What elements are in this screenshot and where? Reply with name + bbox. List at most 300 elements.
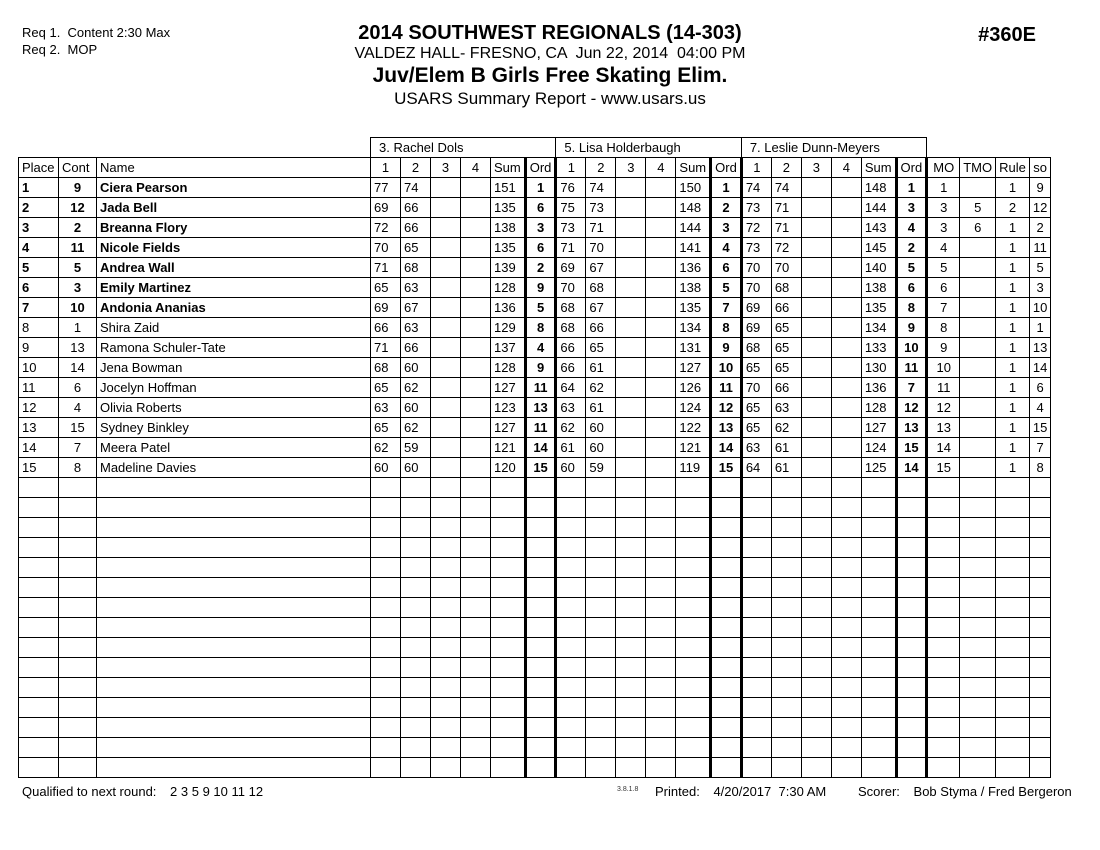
cell-majority-ordinal: 6 — [927, 278, 960, 298]
cell-empty — [741, 738, 771, 758]
cell-ordinal: 6 — [711, 258, 742, 278]
cell-score — [431, 358, 461, 378]
col-header: Rule — [996, 158, 1030, 178]
cell-empty — [97, 678, 371, 698]
cell-empty — [711, 758, 742, 778]
col-header: 1 — [741, 158, 771, 178]
cell-score — [461, 418, 491, 438]
cell-place: 8 — [19, 318, 59, 338]
cell-empty — [771, 538, 801, 558]
cell-start-order: 4 — [1029, 398, 1050, 418]
cell-empty — [491, 718, 526, 738]
cell-empty — [896, 478, 927, 498]
cell-empty — [646, 718, 676, 738]
cell-score — [801, 238, 831, 258]
cell-score: 72 — [771, 238, 801, 258]
cell-ordinal: 4 — [711, 238, 742, 258]
cell-empty — [491, 618, 526, 638]
cell-score — [431, 218, 461, 238]
cell-empty — [896, 518, 927, 538]
cell-score: 76 — [556, 178, 586, 198]
result-row — [19, 198, 1051, 218]
cell-score: 64 — [741, 458, 771, 478]
cell-empty — [771, 678, 801, 698]
cell-tmo — [960, 238, 996, 258]
cell-empty — [801, 578, 831, 598]
cell-empty — [97, 658, 371, 678]
cell-empty — [741, 498, 771, 518]
cell-sum: 134 — [861, 318, 896, 338]
cell-start-order: 6 — [1029, 378, 1050, 398]
cell-score — [461, 298, 491, 318]
cell-empty — [431, 758, 461, 778]
cell-empty — [1029, 718, 1050, 738]
cell-tmo — [960, 318, 996, 338]
cell-empty — [741, 558, 771, 578]
cell-empty — [996, 598, 1030, 618]
cell-empty — [861, 698, 896, 718]
cell-empty — [461, 618, 491, 638]
cell-empty — [801, 518, 831, 538]
cell-place: 1 — [19, 178, 59, 198]
cell-score — [431, 398, 461, 418]
cell-tmo — [960, 278, 996, 298]
title-block — [0, 22, 1100, 110]
cell-empty — [431, 478, 461, 498]
cell-empty — [401, 618, 431, 638]
cell-empty — [896, 718, 927, 738]
cell-empty — [676, 578, 711, 598]
result-row — [19, 378, 1051, 398]
cell-empty — [801, 538, 831, 558]
cell-score: 75 — [556, 198, 586, 218]
cell-place: 11 — [19, 378, 59, 398]
cell-tmo — [960, 398, 996, 418]
cell-score — [831, 458, 861, 478]
cell-empty — [19, 618, 59, 638]
cell-majority-ordinal: 12 — [927, 398, 960, 418]
cell-place: 2 — [19, 198, 59, 218]
cell-empty — [711, 598, 742, 618]
cell-empty — [19, 658, 59, 678]
col-header: 2 — [401, 158, 431, 178]
col-header: Name — [97, 158, 371, 178]
cell-score — [646, 258, 676, 278]
cell-score: 65 — [371, 418, 401, 438]
cell-empty — [525, 698, 556, 718]
cell-empty — [586, 698, 616, 718]
cell-ordinal: 9 — [525, 358, 556, 378]
cell-empty — [19, 758, 59, 778]
cell-empty — [801, 738, 831, 758]
cell-empty — [646, 678, 676, 698]
cell-score: 68 — [401, 258, 431, 278]
cell-score — [461, 318, 491, 338]
cell-empty — [896, 618, 927, 638]
cell-start-order: 5 — [1029, 258, 1050, 278]
cell-empty — [927, 558, 960, 578]
cell-empty — [491, 598, 526, 618]
cell-empty — [646, 498, 676, 518]
cell-empty — [801, 638, 831, 658]
cell-sum: 138 — [861, 278, 896, 298]
cell-empty — [616, 518, 646, 538]
cell-empty — [371, 658, 401, 678]
cell-score: 71 — [586, 218, 616, 238]
cell-score: 71 — [371, 338, 401, 358]
cell-score — [831, 298, 861, 318]
cell-empty — [586, 658, 616, 678]
cell-empty — [801, 598, 831, 618]
cell-empty — [371, 578, 401, 598]
cell-sum: 121 — [676, 438, 711, 458]
cell-empty — [556, 558, 586, 578]
cell-empty — [861, 558, 896, 578]
cell-ordinal: 6 — [525, 198, 556, 218]
cell-ordinal: 5 — [525, 298, 556, 318]
cell-empty — [461, 698, 491, 718]
cell-place: 3 — [19, 218, 59, 238]
cell-empty — [711, 498, 742, 518]
cell-empty — [741, 578, 771, 598]
cell-empty — [996, 498, 1030, 518]
cell-empty — [831, 578, 861, 598]
cell-score — [646, 438, 676, 458]
cell-score — [831, 218, 861, 238]
cell-empty — [960, 698, 996, 718]
result-row — [19, 238, 1051, 258]
cell-score — [461, 458, 491, 478]
cell-ordinal: 10 — [711, 358, 742, 378]
cell-empty — [927, 718, 960, 738]
cell-score: 60 — [586, 438, 616, 458]
cell-empty — [927, 658, 960, 678]
cell-empty — [960, 678, 996, 698]
cell-empty — [771, 558, 801, 578]
cell-ordinal: 4 — [896, 218, 927, 238]
cell-empty — [97, 498, 371, 518]
printed-label: Printed: — [655, 784, 700, 799]
cell-empty — [831, 718, 861, 738]
cell-empty — [1029, 698, 1050, 718]
cell-score: 61 — [556, 438, 586, 458]
cell-score: 70 — [556, 278, 586, 298]
col-header: 3 — [801, 158, 831, 178]
cell-contestant-number: 11 — [59, 238, 97, 258]
cell-empty — [525, 658, 556, 678]
cell-empty — [831, 738, 861, 758]
cell-empty — [97, 738, 371, 758]
cell-empty — [59, 758, 97, 778]
cell-skater-name: Andrea Wall — [97, 258, 371, 278]
cell-place: 6 — [19, 278, 59, 298]
cell-score: 73 — [741, 198, 771, 218]
cell-empty — [896, 598, 927, 618]
cell-empty — [401, 698, 431, 718]
cell-empty — [461, 498, 491, 518]
judge-header: 3. Rachel Dols — [371, 138, 556, 158]
cell-empty — [461, 598, 491, 618]
cell-contestant-number: 3 — [59, 278, 97, 298]
cell-score: 62 — [586, 378, 616, 398]
cell-ordinal: 3 — [896, 198, 927, 218]
cell-empty — [960, 598, 996, 618]
cell-empty — [861, 678, 896, 698]
cell-empty — [960, 718, 996, 738]
cell-rule: 1 — [996, 178, 1030, 198]
cell-skater-name: Jocelyn Hoffman — [97, 378, 371, 398]
cell-ordinal: 11 — [711, 378, 742, 398]
cell-empty — [556, 578, 586, 598]
cell-score — [646, 298, 676, 318]
cell-majority-ordinal: 3 — [927, 218, 960, 238]
cell-rule: 1 — [996, 418, 1030, 438]
empty-row — [19, 578, 1051, 598]
cell-empty — [461, 518, 491, 538]
cell-score — [646, 338, 676, 358]
cell-empty — [461, 538, 491, 558]
cell-score: 64 — [556, 378, 586, 398]
cell-empty — [616, 558, 646, 578]
cell-empty — [927, 738, 960, 758]
result-row — [19, 258, 1051, 278]
cell-score — [831, 278, 861, 298]
cell-skater-name: Ciera Pearson — [97, 178, 371, 198]
cell-empty — [996, 538, 1030, 558]
cell-empty — [97, 618, 371, 638]
cell-empty — [97, 578, 371, 598]
cell-score: 66 — [771, 378, 801, 398]
cell-sum: 127 — [676, 358, 711, 378]
cell-empty — [771, 478, 801, 498]
cell-score: 59 — [586, 458, 616, 478]
cell-score — [831, 238, 861, 258]
cell-empty — [461, 658, 491, 678]
cell-empty — [19, 738, 59, 758]
cell-empty — [996, 738, 1030, 758]
cell-empty — [996, 518, 1030, 538]
col-header: 4 — [646, 158, 676, 178]
cell-empty — [556, 618, 586, 638]
cell-empty — [801, 498, 831, 518]
cell-empty — [771, 738, 801, 758]
cell-rule: 2 — [996, 198, 1030, 218]
cell-ordinal: 5 — [711, 278, 742, 298]
cell-empty — [556, 498, 586, 518]
cell-score: 77 — [371, 178, 401, 198]
cell-sum: 144 — [676, 218, 711, 238]
cell-sum: 124 — [676, 398, 711, 418]
printed-value: 4/20/2017 7:30 AM — [713, 784, 827, 799]
cell-empty — [431, 538, 461, 558]
cell-sum: 134 — [676, 318, 711, 338]
cell-ordinal: 2 — [896, 238, 927, 258]
cell-contestant-number: 4 — [59, 398, 97, 418]
cell-empty — [831, 638, 861, 658]
cell-skater-name: Sydney Binkley — [97, 418, 371, 438]
cell-score: 69 — [741, 318, 771, 338]
cell-score: 69 — [741, 298, 771, 318]
cell-ordinal: 5 — [896, 258, 927, 278]
cell-majority-ordinal: 1 — [927, 178, 960, 198]
cell-empty — [711, 638, 742, 658]
cell-empty — [19, 518, 59, 538]
cell-start-order: 14 — [1029, 358, 1050, 378]
cell-score — [431, 458, 461, 478]
empty-row — [19, 738, 1051, 758]
cell-empty — [97, 538, 371, 558]
cell-empty — [960, 758, 996, 778]
cell-score: 62 — [401, 378, 431, 398]
cell-score — [801, 278, 831, 298]
cell-empty — [556, 638, 586, 658]
cell-empty — [616, 738, 646, 758]
qualified-list: 2 3 5 9 10 11 12 — [170, 784, 264, 799]
cell-start-order: 11 — [1029, 238, 1050, 258]
cell-score: 70 — [741, 278, 771, 298]
cell-score: 72 — [741, 218, 771, 238]
col-header: Sum — [861, 158, 896, 178]
cell-empty — [491, 558, 526, 578]
cell-empty — [19, 538, 59, 558]
cell-empty — [741, 618, 771, 638]
col-header: Ord — [525, 158, 556, 178]
cell-empty — [861, 738, 896, 758]
cell-score — [431, 238, 461, 258]
cell-contestant-number: 6 — [59, 378, 97, 398]
cell-majority-ordinal: 7 — [927, 298, 960, 318]
cell-empty — [771, 718, 801, 738]
cell-score: 73 — [741, 238, 771, 258]
cell-empty — [960, 558, 996, 578]
cell-score: 61 — [586, 358, 616, 378]
empty-row — [19, 658, 1051, 678]
cell-sum: 144 — [861, 198, 896, 218]
cell-empty — [896, 738, 927, 758]
cell-ordinal: 12 — [896, 398, 927, 418]
cell-skater-name: Madeline Davies — [97, 458, 371, 478]
col-header: 2 — [771, 158, 801, 178]
cell-score: 63 — [556, 398, 586, 418]
cell-empty — [616, 658, 646, 678]
cell-score: 62 — [401, 418, 431, 438]
cell-empty — [646, 538, 676, 558]
cell-empty — [801, 618, 831, 638]
cell-empty — [741, 658, 771, 678]
cell-score — [801, 258, 831, 278]
col-header: MO — [927, 158, 960, 178]
cell-score: 66 — [401, 198, 431, 218]
cell-majority-ordinal: 10 — [927, 358, 960, 378]
cell-score: 74 — [741, 178, 771, 198]
cell-empty — [586, 598, 616, 618]
cell-ordinal: 15 — [525, 458, 556, 478]
cell-sum: 136 — [861, 378, 896, 398]
empty-row — [19, 538, 1051, 558]
cell-sum: 133 — [861, 338, 896, 358]
cell-empty — [461, 738, 491, 758]
cell-score — [616, 298, 646, 318]
cell-score: 62 — [771, 418, 801, 438]
cell-empty — [431, 698, 461, 718]
cell-empty — [1029, 538, 1050, 558]
cell-score: 68 — [771, 278, 801, 298]
cell-empty — [97, 638, 371, 658]
cell-score: 65 — [771, 338, 801, 358]
cell-empty — [741, 758, 771, 778]
cell-empty — [646, 618, 676, 638]
cell-ordinal: 2 — [711, 198, 742, 218]
cell-empty — [927, 578, 960, 598]
cell-ordinal: 2 — [525, 258, 556, 278]
cell-empty — [59, 658, 97, 678]
cell-empty — [371, 538, 401, 558]
column-header-row — [19, 158, 1051, 178]
col-header: TMO — [960, 158, 996, 178]
cell-rule: 1 — [996, 218, 1030, 238]
cell-rule: 1 — [996, 318, 1030, 338]
cell-score — [646, 458, 676, 478]
cell-empty — [960, 738, 996, 758]
cell-empty — [525, 598, 556, 618]
cell-empty — [616, 538, 646, 558]
cell-skater-name: Ramona Schuler-Tate — [97, 338, 371, 358]
cell-empty — [1029, 498, 1050, 518]
cell-empty — [831, 678, 861, 698]
cell-empty — [801, 698, 831, 718]
cell-empty — [741, 478, 771, 498]
report-type: USARS Summary Report - www.usars.us — [394, 89, 706, 108]
cell-score: 65 — [741, 358, 771, 378]
cell-empty — [491, 738, 526, 758]
cell-empty — [586, 498, 616, 518]
cell-empty — [59, 738, 97, 758]
cell-empty — [741, 698, 771, 718]
cell-score: 70 — [741, 378, 771, 398]
col-header: Place — [19, 158, 59, 178]
cell-empty — [960, 658, 996, 678]
cell-empty — [896, 758, 927, 778]
cell-sum: 137 — [491, 338, 526, 358]
cell-score — [616, 218, 646, 238]
cell-score: 61 — [586, 398, 616, 418]
cell-tmo: 6 — [960, 218, 996, 238]
cell-empty — [801, 478, 831, 498]
cell-empty — [676, 658, 711, 678]
cell-contestant-number: 15 — [59, 418, 97, 438]
cell-empty — [586, 738, 616, 758]
cell-ordinal: 4 — [525, 338, 556, 358]
cell-empty — [556, 698, 586, 718]
cell-score — [646, 378, 676, 398]
event-name: Juv/Elem B Girls Free Skating Elim. — [372, 64, 728, 87]
cell-empty — [586, 518, 616, 538]
cell-score: 70 — [586, 238, 616, 258]
cell-empty — [461, 638, 491, 658]
cell-score: 68 — [556, 318, 586, 338]
software-version: 3.8.1.8 — [617, 786, 639, 793]
cell-empty — [927, 618, 960, 638]
cell-empty — [371, 518, 401, 538]
cell-score: 68 — [586, 278, 616, 298]
cell-empty — [556, 538, 586, 558]
cell-sum: 135 — [861, 298, 896, 318]
cell-empty — [586, 758, 616, 778]
cell-skater-name: Breanna Flory — [97, 218, 371, 238]
cell-score — [646, 178, 676, 198]
cell-empty — [1029, 658, 1050, 678]
cell-sum: 138 — [491, 218, 526, 238]
